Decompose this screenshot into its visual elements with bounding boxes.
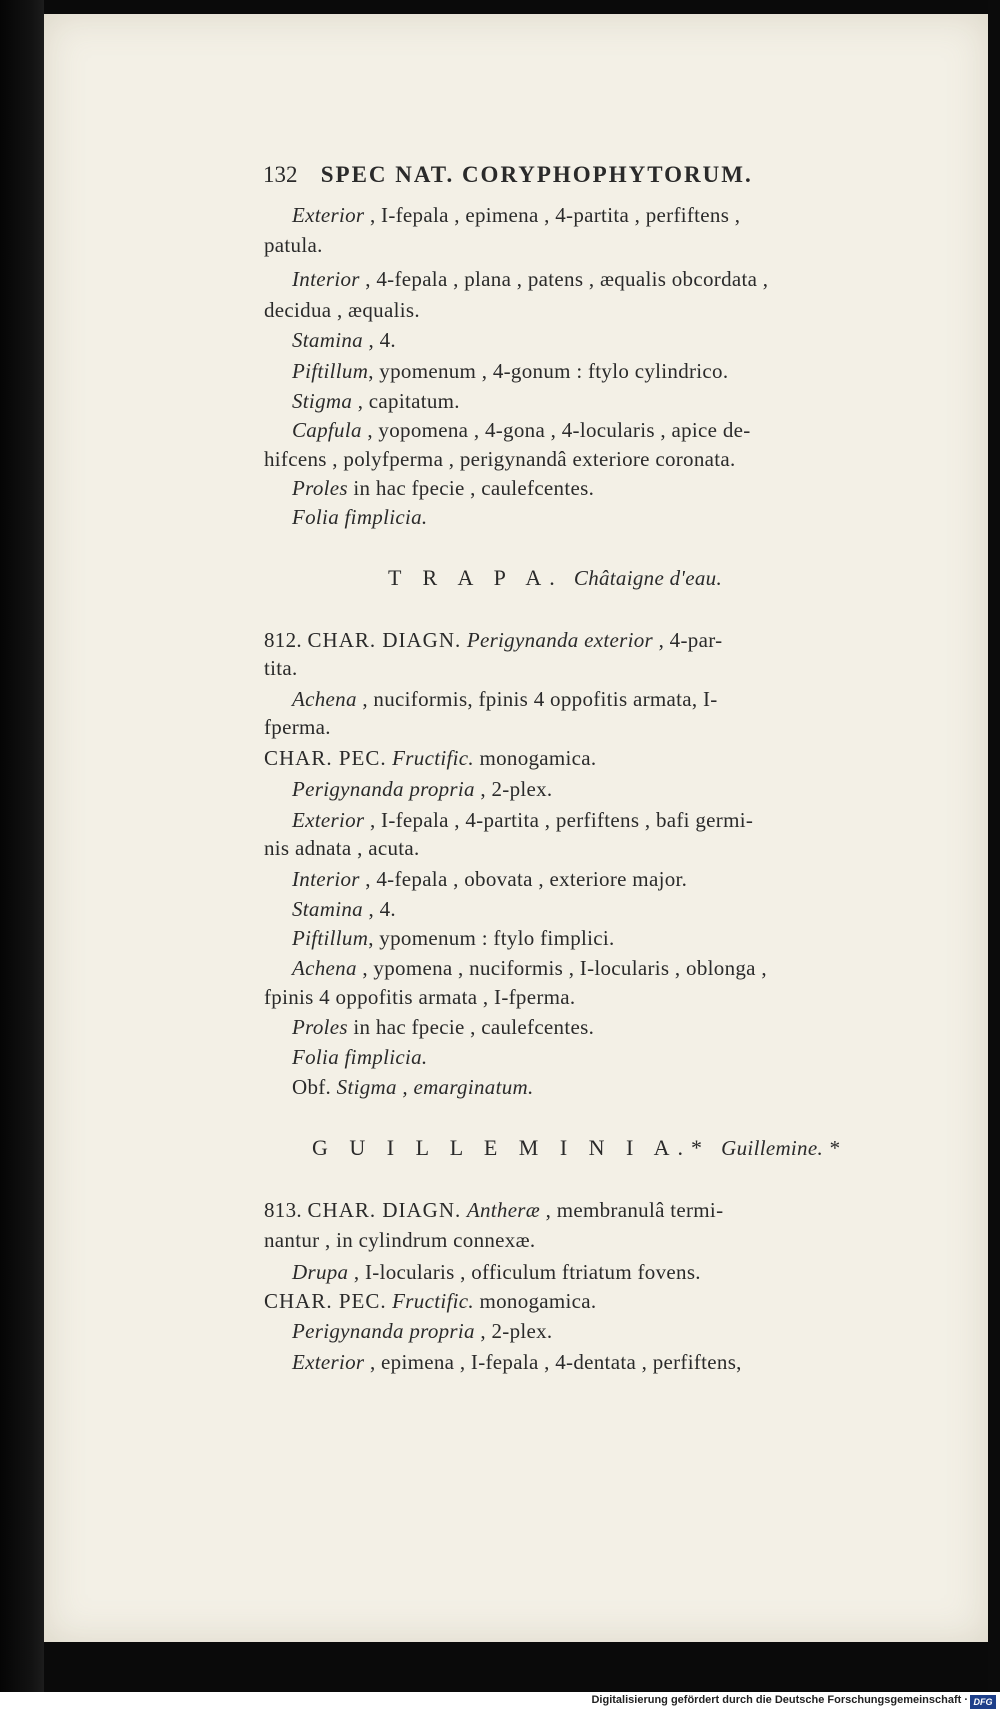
text-line: patula. <box>264 233 323 257</box>
digitization-footer <box>0 1692 1000 1713</box>
text-line: fperma. <box>264 715 331 739</box>
text-line: Folia fimplicia. <box>292 505 428 529</box>
text-line: Achena , ypomena , nuciformis , I-locularis , oblonga , <box>292 956 767 980</box>
text-line: tita. <box>264 656 298 680</box>
running-header <box>263 162 753 188</box>
text-line: Interior , 4-fepala , plana , patens , æqualis obcordata , <box>292 267 769 291</box>
text-line: Piftillum, ypomenum : ftylo fimplici. <box>292 926 615 950</box>
footer-credit: Digitalisierung gefördert durch die Deutsche Forschungsgemeinschaft · <box>591 1694 968 1706</box>
text-line: Stamina , 4. <box>292 897 396 921</box>
text-line: nantur , in cylindrum connexæ. <box>264 1228 536 1252</box>
text-line: nis adnata , acuta. <box>264 836 420 860</box>
book-page <box>44 14 988 1642</box>
running-title: SPEC NAT. CORYPHOPHYTORUM. <box>320 162 753 187</box>
text-line: CHAR. PEC. Fructific. monogamica. <box>264 746 597 770</box>
text-line: Proles in hac fpecie , caulefcentes. <box>292 476 595 500</box>
page-text <box>44 14 988 1642</box>
text-line: Achena , nuciformis, fpinis 4 oppofitis armata, I- <box>292 687 718 711</box>
text-line: Stigma , capitatum. <box>292 389 460 413</box>
genus-heading-guilleminia: G U I L L E M I N I A.* Guillemine. * <box>312 1135 840 1160</box>
text-line: Drupa , I-locularis , officulum ftriatum fovens. <box>292 1260 701 1284</box>
text-line: Exterior , I-fepala , 4-partita , perfiftens , bafi germi- <box>292 808 754 832</box>
text-line: Obf. Stigma , emarginatum. <box>292 1075 534 1099</box>
text-line: Proles in hac fpecie , caulefcentes. <box>292 1015 595 1039</box>
text-line: Exterior , epimena , I-fepala , 4-dentata , perfiftens, <box>292 1350 742 1374</box>
book-binding <box>0 0 44 1713</box>
text-line: Piftillum, ypomenum , 4-gonum : ftylo cylindrico. <box>292 359 729 383</box>
text-line: fpinis 4 oppofitis armata , I-fperma. <box>264 985 576 1009</box>
text-line: Folia fimplicia. <box>292 1045 428 1069</box>
section-813: 813. CHAR. DIAGN. Antheræ , membranulâ termi- <box>264 1198 724 1222</box>
text-line: Perigynanda propria , 2-plex. <box>292 777 553 801</box>
text-line: Exterior , I-fepala , epimena , 4-partita , perfiftens , <box>292 203 741 227</box>
text-line: Interior , 4-fepala , obovata , exteriore major. <box>292 867 688 891</box>
text-line: Capfula , yopomena , 4-gona , 4-locularis , apice de- <box>292 418 751 442</box>
page-number: 132 <box>263 162 298 187</box>
text-line: hifcens , polyfperma , perigynandâ exteriore coronata. <box>264 447 736 471</box>
text-line: Stamina , 4. <box>292 328 396 352</box>
dfg-logo: DFG <box>970 1695 996 1709</box>
section-812: 812. CHAR. DIAGN. Perigynanda exterior , 4-par- <box>264 628 723 652</box>
text-line: Perigynanda propria , 2-plex. <box>292 1319 553 1343</box>
genus-heading-trapa: T R A P A. Châtaigne d'eau. <box>388 565 722 590</box>
text-line: CHAR. PEC. Fructific. monogamica. <box>264 1289 597 1313</box>
text-line: decidua , æqualis. <box>264 298 420 322</box>
page-edge <box>988 0 1000 1713</box>
